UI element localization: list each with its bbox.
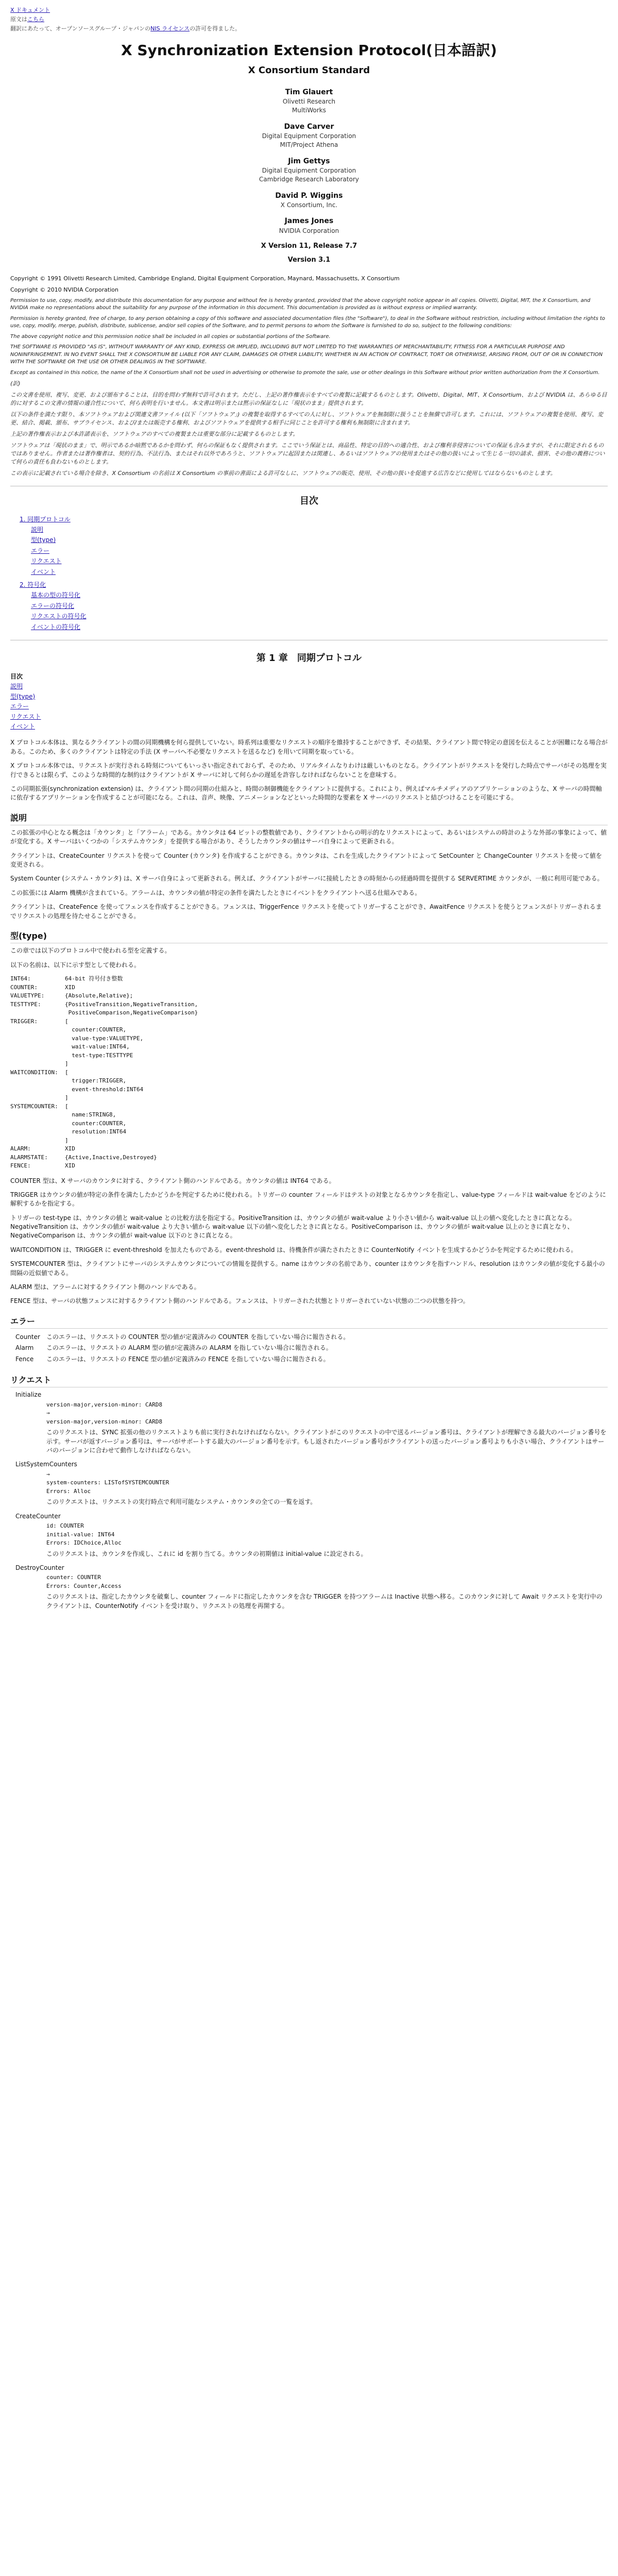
types-paragraph: ALARM 型は、アラームに対するクライアント側のハンドルである。	[10, 1283, 200, 1291]
document-page	[10, 0, 608, 1611]
author-list	[10, 87, 608, 236]
types-paragraph: FENCE 型は、サーバの状態フェンスに対するクライアント側のハンドルである。フェンスは、トリガーされた状態とトリガーされていない状態の二つの状態を持つ。	[10, 1297, 469, 1305]
toc-item-link[interactable]: 説明	[31, 526, 44, 534]
x-documents-link[interactable]: X ドキュメント	[10, 7, 50, 13]
section-heading-types: 型(type)	[10, 930, 608, 943]
jp-legal-paragraph: 以下の条件を満たす限り、本ソフトウェアおよび関連文書ファイル (以下「ソフトウェア」) の複製を取得するすべての人に対し、ソフトウェアを無制限に扱うことを無償で許可します。これには、ソフトウェアの複製を使用、複写、変更、結合、掲載、頒布、サブライセンス、および/または販売する権利、およびソフトウェアを提供する相手に同じことを許可する権利も無制限に含まれます。	[10, 411, 603, 426]
toc-item-link[interactable]: 基本の型の符号化	[31, 591, 81, 599]
intro-paragraph: X プロトコル本体は、異なるクライアントの間の同期機構を何ら提供していない。時系列は重要なリクエストの順序を維持することができず、その結果、クライアント間で特定の意図を伝えることが困難になる場合がある。このため、多くのクライアントは特定の手法 (X サーバへ不必要なリクエストを送るなど) を用いて同期を取っている。	[10, 739, 608, 755]
toc-item-link[interactable]: 型(type)	[31, 536, 56, 544]
types-paragraph: COUNTER 型は、X サーバのカウンタに対する、クライアント側のハンドルである。カウンタの値は INT64 である。	[10, 1177, 335, 1184]
original-link[interactable]: こちら	[27, 15, 44, 23]
description-paragraph: この拡張には Alarm 機構が含まれている。アラームは、カウンタの値が特定の条件を満たしたときにイベントをクライアントへ送る仕組みである。	[10, 889, 421, 896]
author-name: David P. Wiggins	[275, 191, 343, 200]
table-of-contents	[20, 515, 608, 632]
request-description: このリクエストは、指定したカウンタを破棄し、counter フィールドに指定したカウンタを含む TRIGGER を持つアラームは Inactive 状態へ移る。このカウンタに対して Await リクエストを実行中のクライアントは、CounterNotify イベントを受け取り、リクエストの処理を再開する。	[46, 1593, 603, 1609]
author-affiliation: MultiWorks	[292, 107, 326, 114]
author-block	[10, 122, 608, 150]
error-name: Alarm	[15, 1344, 34, 1352]
toc-item-link[interactable]: イベントの符号化	[31, 623, 81, 631]
legal-paragraph: Permission is hereby granted, free of charge, to any person obtaining a copy of this software and associated documentation files (the "Software"), to deal in the Software without restriction, including without limitation the rights to use, copy, modify, merge, publish, distribute, sublicense, and/or sell copies of the Software, and to permit persons to whom the Software is furnished to do so, subject to the following conditions:	[10, 315, 605, 329]
request-name: Initialize	[15, 1391, 42, 1399]
request-name: DestroyCounter	[15, 1564, 64, 1571]
error-description: このエラーは、リクエストの FENCE 型の値が定義済みの FENCE を指していない場合に報告される。	[46, 1355, 330, 1363]
legal-paragraph: THE SOFTWARE IS PROVIDED "AS IS", WITHOUT WARRANTY OF ANY KIND, EXPRESS OR IMPLIED, INCLUDING BUT NOT LIMITED TO THE WARRANTIES OF MERCHANTABILITY, FITNESS FOR A PARTICULAR PURPOSE AND NONINFRINGEMENT. IN NO EVENT SHALL THE X CONSORTIUM BE LIABLE FOR ANY CLAIM, DAMAGES OR OTHER LIABILITY, WHETHER IN AN ACTION OF CONTRACT, TORT OR OTHERWISE, ARISING FROM, OUT OF OR IN CONNECTION WITH THE SOFTWARE OR THE USE OR OTHER DEALINGS IN THE SOFTWARE.	[10, 344, 603, 365]
request-block	[10, 1564, 608, 1611]
jp-legal-paragraph: 上記の著作権表示および本許諾表示を、ソフトウェアのすべての複製または重要な部分に記載するものとします。	[10, 430, 299, 437]
request-description: このリクエストは、カウンタを作成し、これに id を割り当てる。カウンタの初期値は initial-value に設定される。	[46, 1550, 367, 1557]
request-description: このリクエストは、SYNC 拡張の他のリクエストよりも前に実行されなければならない。クライアントがこのリクエストの中で送るバージョン番号は、クライアントが理解できる最大のバージョン番号を示す。サーバが返すバージョン番号は、サーバがサポートする最大のバージョン番号を示す。もし返されたバージョン番号がクライアントの送ったバージョン番号よりも小さい場合、クライアントはサーバのバージョンに合わせて動作しなければならない。	[46, 1429, 607, 1454]
section-link[interactable]: エラー	[10, 703, 29, 710]
request-signature: version-major,version-minor: CARD8 → version-major,version-minor: CARD8	[46, 1401, 163, 1425]
translation-label: (訳)	[10, 380, 21, 387]
types-paragraph: SYSTEMCOUNTER 型は、クライアントにサーバのシステムカウンタについての情報を提供する。name はカウンタの名前であり、counter はカウンタを指すハンドル、resolution はカウンタの値が変化する最小の間隔の近似値である。	[10, 1260, 605, 1277]
toc-item-link[interactable]: エラーの符号化	[31, 602, 75, 609]
types-intro: この章では以下のプロトコル中で使われる型を定義する。	[10, 947, 171, 955]
copyright-notice: Copyright © 1991 Olivetti Research Limited, Cambridge England, Digital Equipment Corporation, Maynard, Massachusetts, X Consortium	[10, 275, 400, 282]
description-paragraph: クライアントは、CreateCounter リクエストを使って Counter (カウンタ) を作成することができる。カウンタは、これを生成したクライアントによって SetCounter と ChangeCounter リクエストを使って値を変更される。	[10, 852, 602, 869]
author-name: Tim Glauert	[285, 88, 333, 96]
legal-paragraph: Permission to use, copy, modify, and distribute this documentation for any purpose and without fee is hereby granted, provided that the above copyright notice appear in all copies. Olivetti, Digital, MIT, the X Consortium, and NVIDIA make no representations about the suitability for any purpose of the information in this document. This documentation is provided as is without express or implied warranty.	[10, 297, 591, 311]
release-label: X Version 11, Release 7.7	[261, 242, 357, 250]
jp-legal-paragraph: この文書を使用、複写、変更、および頒布することは、目的を問わず無料で許可されます。ただし、上記の著作権表示をすべての複製に記載するものとします。Olivetti、Digital、MIT、X Consortium、および NVIDIA は、あらゆる目的に対するこの文書の情報の適合性について、何ら表明を行いません。本文書は明示または黙示の保証なしに「現状のまま」提供されます。	[10, 392, 607, 407]
author-block	[10, 156, 608, 184]
license-prefix: 翻訳にあたって、オープンソースグループ・ジャパンの	[10, 25, 151, 32]
original-prefix: 原文は	[10, 15, 27, 23]
error-name: Fence	[15, 1355, 34, 1363]
table-row	[15, 1354, 355, 1365]
error-name: Counter	[15, 1333, 40, 1341]
author-affiliation: Olivetti Research	[282, 97, 336, 105]
table-row	[15, 1332, 355, 1343]
legal-paragraph: The above copyright notice and this permission notice shall be included in all copies or substantial portions of the Software.	[10, 333, 331, 340]
types-intro: 以下の名前は、以下に示す型として使われる。	[10, 961, 141, 969]
error-description: このエラーは、リクエストの COUNTER 型の値が定義済みの COUNTER を指していない場合に報告される。	[46, 1333, 350, 1341]
section-link[interactable]: リクエスト	[10, 713, 41, 720]
top-notes	[10, 6, 608, 33]
section-heading-requests: リクエスト	[10, 1374, 608, 1387]
toc-chapter-link[interactable]: 1. 同期プロトコル	[20, 515, 71, 523]
description-paragraph: System Counter (システム・カウンタ) は、X サーバ自身によって更新される。例えば、クライアントがサーバに接続したときの時刻からの経過時間を提供する SERVERTIME カウンタが、一般に利用可能である。	[10, 875, 604, 883]
type-definitions: INT64: 64-bit 符号付き整数 COUNTER: XID VALUETYPE: {Absolute,Relative}; TESTTYPE: {PositiveTransition,NegativeTransition, PositiveComparison,NegativeComparison} TRIGGER: [ counter:COUNTER, value-type:VALUETYPE, wait-value:INT64, test-type:TESTTYPE ] WAITCONDITION: [ trigger:TRIGGER, event-threshold:INT64 ] SYSTEMCOUNTER: [ name:STRING8, counter:COUNTER, resolution:INT64 ] ALARM: XID ALARMSTATE: {Active,Inactive,Destroyed} FENCE: XID	[10, 975, 198, 1169]
request-signature: → system-counters: LISTofSYSTEMCOUNTER Errors: Alloc	[46, 1470, 169, 1495]
toc-item-link[interactable]: イベント	[31, 568, 56, 575]
request-block	[10, 1460, 608, 1506]
section-heading-errors: エラー	[10, 1315, 608, 1329]
request-signature: counter: COUNTER Errors: Counter,Access	[46, 1574, 122, 1589]
author-affiliation: X Consortium, Inc.	[280, 201, 338, 209]
types-paragraph: トリガーの test-type は、カウンタの値と wait-value との比較方法を指定する。PositiveTransition は、カウンタの値が wait-value より小さい値から wait-value 以上の値へ変化したときに真となる。NegativeTransition は、カウンタの値が wait-value より大きい値から wait-value 以下の値へ変化したときに真となる。PositiveComparison は、カウンタの値が wait-value 以上のときに真となり、NegativeComparison は、カウンタの値が wait-value 以下のときに真となる。	[10, 1214, 576, 1240]
author-block	[10, 87, 608, 115]
document-title: X Synchronization Extension Protocol(日本語訳)	[121, 41, 497, 59]
types-paragraph: TRIGGER はカウンタの値が特定の条件を満たしたかどうかを判定するために使われる。トリガーの counter フィールドはテストの対象となるカウンタを指定し、value-type フィールドは wait-value をどのように解釈するかを指定する。	[10, 1191, 606, 1208]
author-block	[10, 191, 608, 210]
chapter-section-links	[10, 672, 608, 731]
author-affiliation: Digital Equipment Corporation	[262, 166, 356, 174]
section-link[interactable]: 型(type)	[10, 692, 36, 700]
legal-notice	[10, 297, 608, 377]
intro-paragraph: この同期拡張(synchronization extension) は、クライアント間の同期の仕組みと、時間の制御機能をクライアントに提供する。これにより、例えばマルチメディアのアプリケーションのような、X サーバの時間軸に依存するアプリケーションを作成することが可能になる。これは、音声、映像、アニメーションなどといった時間的な要素を X サーバのリクエストと結びつけることを可能にする。	[10, 785, 602, 802]
toc-item-link[interactable]: エラー	[31, 547, 50, 554]
error-description: このエラーは、リクエストの ALARM 型の値が定義済みの ALARM を指していない場合に報告される。	[46, 1344, 332, 1352]
release-info	[10, 242, 608, 265]
toc-chapter	[20, 581, 608, 632]
intro-paragraph: X プロトコル本体では、リクエストが実行される時刻についてもいっさい指定されておらず、そのため、リアルタイムなりわけは厳しいものとなる。クライアントがリクエストを発行した時点でサーバがその処理を実行できるとは限らず、このような時間的な制約はクライアントが X サーバに対して何らかの遅延を許容しなければならないことを意味する。	[10, 762, 607, 778]
author-affiliation: NVIDIA Corporation	[279, 227, 339, 234]
request-signature: id: COUNTER initial-value: INT64 Errors: IDChoice,Alloc	[46, 1522, 122, 1547]
section-link[interactable]: 説明	[10, 683, 23, 690]
author-affiliation: Digital Equipment Corporation	[262, 132, 356, 140]
jp-legal-paragraph: この表示に記載されている場合を除き、X Consortium の名前は X Consortium の事前の書面による許可なしに、ソフトウェアの販売、使用、その他の扱いを促進する広告などに使用してはならないものとします。	[10, 469, 556, 477]
author-name: Jim Gettys	[288, 157, 330, 165]
toc-item-link[interactable]: リクエスト	[31, 557, 62, 565]
author-affiliation: Cambridge Research Laboratory	[259, 176, 359, 183]
types-paragraph: WAITCONDITION は、TRIGGER に event-threshold を加えたものである。event-threshold は、待機条件が満たされたときに CounterNotify イベントを生成するかどうかを判定するために使われる。	[10, 1246, 577, 1253]
section-heading-description: 説明	[10, 812, 608, 825]
author-name: James Jones	[284, 217, 334, 226]
request-block	[10, 1391, 608, 1455]
legal-paragraph: Except as contained in this notice, the name of the X Consortium shall not be used in advertising or otherwise to promote the sale, use or other dealings in this Software without prior written authorization from the X Consortium.	[10, 369, 600, 376]
description-paragraph: クライアントは、CreateFence を使ってフェンスを作成することができる。フェンスは、TriggerFence リクエストを使ってトリガーすることができ、AwaitFence リクエストを使うとフェンスがトリガーされるまでリクエストの処理を待たせることができる。	[10, 903, 602, 920]
chapter-title: 第 1 章 同期プロトコル	[256, 652, 362, 664]
request-name: CreateCounter	[15, 1512, 61, 1520]
version-label: Version 3.1	[287, 256, 331, 264]
license-link[interactable]: NIS ライセンス	[150, 25, 190, 32]
toc-chapter	[20, 515, 608, 577]
table-row	[15, 1343, 355, 1353]
toc-title: 目次	[300, 495, 318, 506]
description-paragraph: この拡張の中心となる概念は「カウンタ」と「アラーム」である。カウンタは 64 ビットの整数値であり、クライアントからの明示的なリクエストによって、あるいはシステムの時計のような外部の事象によって、値が変化する。X サーバはいくつかの「システムカウンタ」を提供する場合があり、そうしたカウンタの値はサーバ自身によって更新される。	[10, 828, 607, 845]
request-description: このリクエストは、リクエストの実行時点で利用可能なシステム・カウンタの全ての一覧を返す。	[46, 1498, 317, 1506]
author-block	[10, 216, 608, 235]
request-name: ListSystemCounters	[15, 1461, 77, 1468]
chapter-toc-label: 目次	[10, 673, 23, 681]
copyright-notice: Copyright © 2010 NVIDIA Corporation	[10, 286, 118, 293]
author-name: Dave Carver	[284, 122, 334, 131]
section-link[interactable]: イベント	[10, 722, 36, 730]
toc-chapter-link[interactable]: 2. 符号化	[20, 581, 46, 588]
license-suffix: の許可を得ました。	[190, 25, 241, 32]
toc-item-link[interactable]: リクエストの符号化	[31, 613, 87, 620]
author-affiliation: MIT/Project Athena	[280, 141, 338, 149]
document-subtitle: X Consortium Standard	[248, 65, 370, 76]
japanese-legal-notice	[10, 380, 608, 477]
request-block	[10, 1512, 608, 1558]
jp-legal-paragraph: ソフトウェアは「現状のまま」で、明示であるか暗黙であるかを問わず、何らの保証もなく提供されます。ここでいう保証とは、商品性、特定の目的への適合性、および権利非侵害についての保証も含みますが、それに限定されるものではありません。作者または著作権者は、契約行為、不法行為、またはそれ以外であろうと、ソフトウェアに起因または関連し、あるいはソフトウェアの使用またはその他の扱いによって生じる一切の請求、損害、その他の義務について何らの責任も負わないものとします。	[10, 442, 605, 465]
errors-table	[15, 1332, 355, 1365]
